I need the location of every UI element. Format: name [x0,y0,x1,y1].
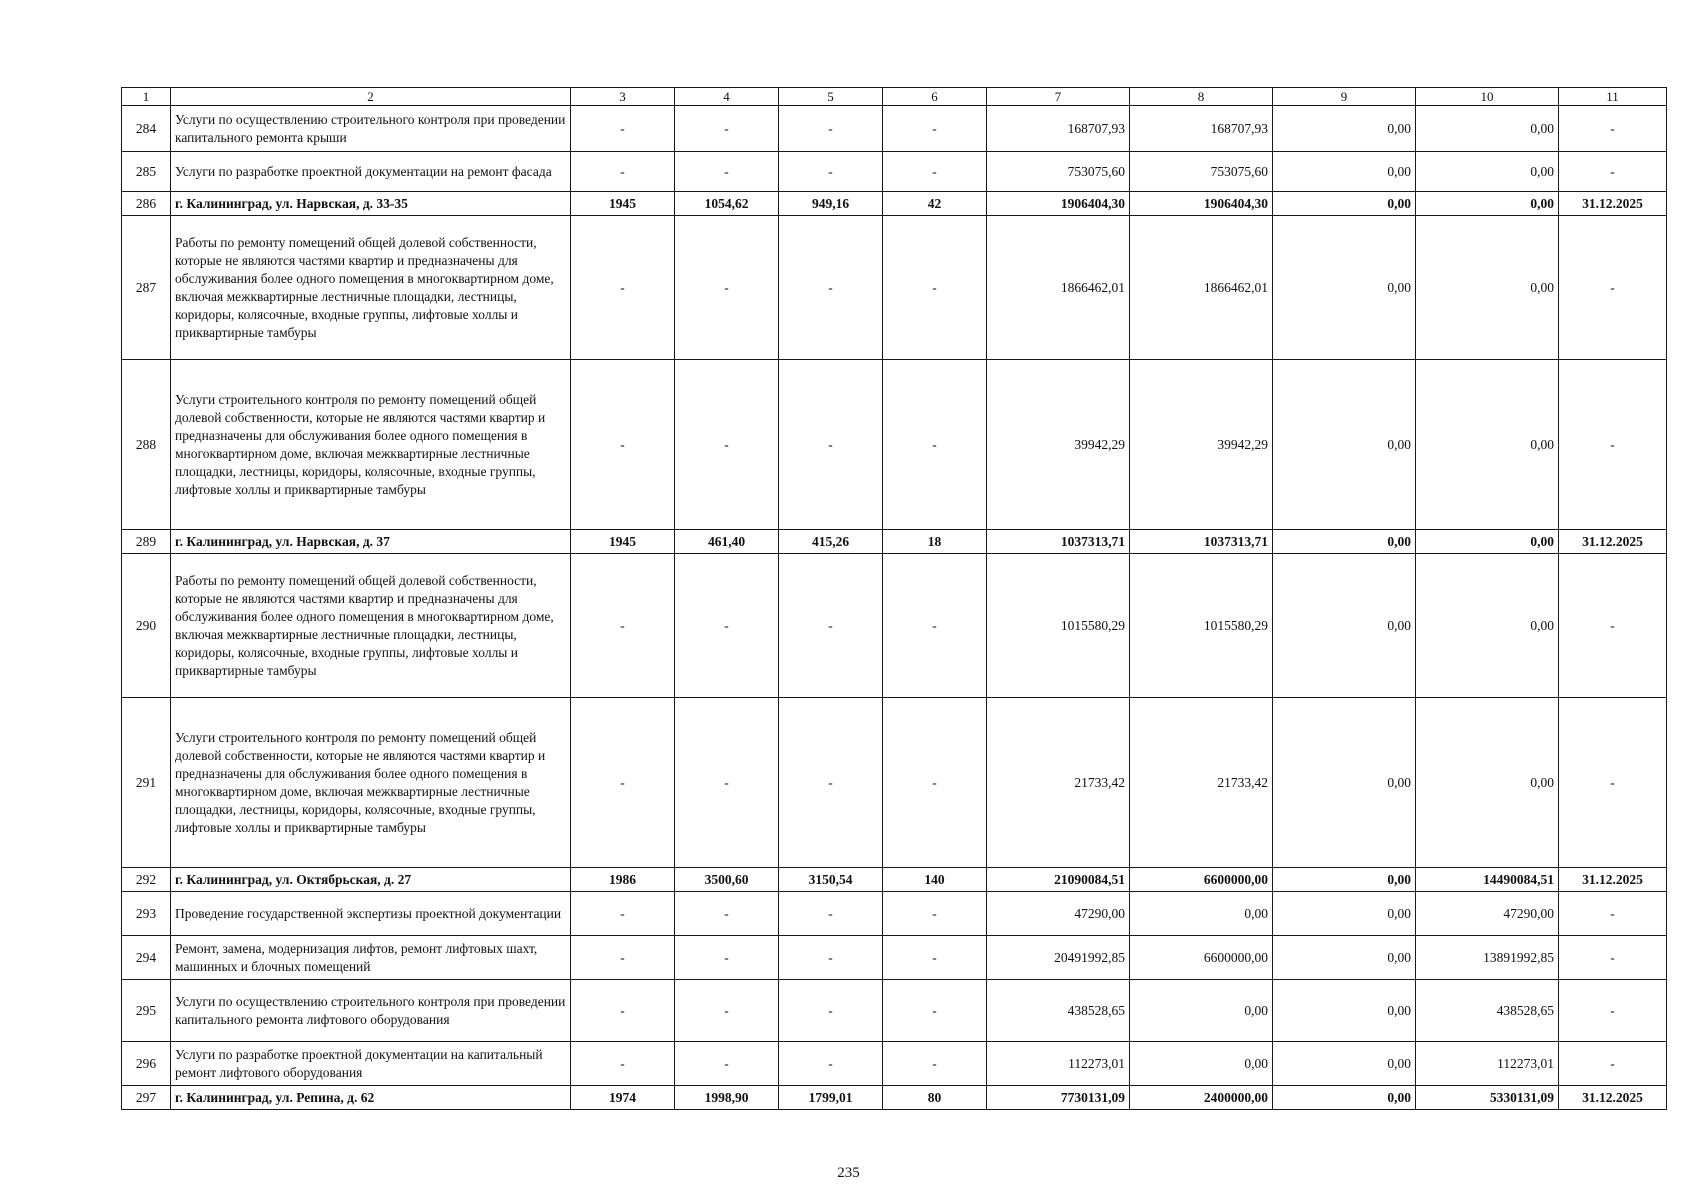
area-total-cell: - [675,936,779,980]
fund-cost-cell: 6600000,00 [1130,868,1273,892]
row-number-cell: 293 [122,892,171,936]
area-total-cell: 1054,62 [675,192,779,216]
row-number-cell: 287 [122,216,171,360]
total-cost-cell: 21733,42 [987,698,1130,868]
budget-cost-cell: 0,00 [1273,106,1416,152]
area-living-cell: - [779,698,883,868]
description-cell: г. Калининград, ул. Репина, д. 62 [171,1086,571,1110]
deadline-cell: - [1559,698,1667,868]
row-number-cell: 297 [122,1086,171,1110]
other-cost-cell: 0,00 [1416,216,1559,360]
header-cell: 11 [1559,88,1667,106]
description-cell: Услуги по осуществлению строительного контроля при проведении капитального ремонта крыши [171,106,571,152]
total-cost-cell: 1906404,30 [987,192,1130,216]
description-cell: Услуги строительного контроля по ремонту помещений общей долевой собственности, которые не являются частями квартир и предназначены для обслуживания более одного помещения в многоквартирном доме, включая межквартирные лестничные площадки, лестницы, коридоры, колясочные, входные группы, лифтовые холлы и приквартирные тамбуры [171,698,571,868]
deadline-cell: - [1559,980,1667,1042]
work-item-row [122,360,1667,530]
other-cost-cell: 0,00 [1416,554,1559,698]
address-row [122,530,1667,554]
deadline-cell: 31.12.2025 [1559,192,1667,216]
area-total-cell: - [675,892,779,936]
area-living-cell: - [779,936,883,980]
area-total-cell: 1998,90 [675,1086,779,1110]
area-total-cell: - [675,360,779,530]
budget-cost-cell: 0,00 [1273,216,1416,360]
area-living-cell: 3150,54 [779,868,883,892]
description-cell: Услуги по разработке проектной документации на капитальный ремонт лифтового оборудования [171,1042,571,1086]
year-cell: - [571,936,675,980]
header-cell: 5 [779,88,883,106]
residents-cell: 80 [883,1086,987,1110]
budget-cost-cell: 0,00 [1273,936,1416,980]
residents-cell: - [883,152,987,192]
fund-cost-cell: 39942,29 [1130,360,1273,530]
budget-cost-cell: 0,00 [1273,152,1416,192]
total-cost-cell: 39942,29 [987,360,1130,530]
area-living-cell: - [779,360,883,530]
fund-cost-cell: 1037313,71 [1130,530,1273,554]
area-living-cell: - [779,554,883,698]
area-total-cell: - [675,554,779,698]
deadline-cell: - [1559,152,1667,192]
row-number-cell: 288 [122,360,171,530]
header-cell: 7 [987,88,1130,106]
work-item-row [122,892,1667,936]
year-cell: 1945 [571,530,675,554]
description-cell: Работы по ремонту помещений общей долевой собственности, которые не являются частями квартир и предназначены для обслуживания более одного помещения в многоквартирном доме, включая межквартирные лестничные площадки, лестницы, коридоры, колясочные, входные группы, лифтовые холлы и приквартирные тамбуры [171,216,571,360]
area-total-cell: - [675,106,779,152]
area-total-cell: 3500,60 [675,868,779,892]
area-living-cell: - [779,892,883,936]
budget-cost-cell: 0,00 [1273,554,1416,698]
address-row [122,192,1667,216]
header-cell: 1 [122,88,171,106]
description-cell: Услуги по осуществлению строительного контроля при проведении капитального ремонта лифтового оборудования [171,980,571,1042]
row-number-cell: 286 [122,192,171,216]
year-cell: - [571,216,675,360]
capital-repair-register-table [121,87,1667,1110]
budget-cost-cell: 0,00 [1273,868,1416,892]
area-living-cell: 949,16 [779,192,883,216]
year-cell: - [571,554,675,698]
area-living-cell: - [779,1042,883,1086]
total-cost-cell: 1015580,29 [987,554,1130,698]
other-cost-cell: 0,00 [1416,192,1559,216]
area-total-cell: 461,40 [675,530,779,554]
fund-cost-cell: 0,00 [1130,1042,1273,1086]
address-row [122,868,1667,892]
residents-cell: - [883,980,987,1042]
work-item-row [122,554,1667,698]
page-number: 235 [837,1165,860,1181]
fund-cost-cell: 1015580,29 [1130,554,1273,698]
year-cell: 1945 [571,192,675,216]
total-cost-cell: 1037313,71 [987,530,1130,554]
year-cell: - [571,152,675,192]
residents-cell: 140 [883,868,987,892]
deadline-cell: - [1559,106,1667,152]
deadline-cell: - [1559,360,1667,530]
other-cost-cell: 13891992,85 [1416,936,1559,980]
deadline-cell: - [1559,554,1667,698]
work-item-row [122,698,1667,868]
other-cost-cell: 14490084,51 [1416,868,1559,892]
budget-cost-cell: 0,00 [1273,892,1416,936]
row-number-cell: 295 [122,980,171,1042]
row-number-cell: 292 [122,868,171,892]
header-cell: 2 [171,88,571,106]
header-cell: 8 [1130,88,1273,106]
area-total-cell: - [675,1042,779,1086]
deadline-cell: - [1559,892,1667,936]
year-cell: - [571,1042,675,1086]
budget-cost-cell: 0,00 [1273,1042,1416,1086]
area-total-cell: - [675,216,779,360]
header-cell: 10 [1416,88,1559,106]
total-cost-cell: 7730131,09 [987,1086,1130,1110]
deadline-cell: - [1559,1042,1667,1086]
year-cell: - [571,892,675,936]
total-cost-cell: 47290,00 [987,892,1130,936]
fund-cost-cell: 1866462,01 [1130,216,1273,360]
fund-cost-cell: 168707,93 [1130,106,1273,152]
other-cost-cell: 47290,00 [1416,892,1559,936]
area-living-cell: - [779,106,883,152]
total-cost-cell: 20491992,85 [987,936,1130,980]
budget-cost-cell: 0,00 [1273,530,1416,554]
row-number-cell: 285 [122,152,171,192]
address-row [122,1086,1667,1110]
other-cost-cell: 0,00 [1416,152,1559,192]
budget-cost-cell: 0,00 [1273,698,1416,868]
residents-cell: - [883,554,987,698]
budget-cost-cell: 0,00 [1273,192,1416,216]
other-cost-cell: 438528,65 [1416,980,1559,1042]
residents-cell: 18 [883,530,987,554]
fund-cost-cell: 0,00 [1130,892,1273,936]
area-living-cell: - [779,216,883,360]
work-item-row [122,980,1667,1042]
area-living-cell: 415,26 [779,530,883,554]
work-item-row [122,106,1667,152]
area-living-cell: - [779,980,883,1042]
description-cell: Проведение государственной экспертизы проектной документации [171,892,571,936]
description-cell: Услуги по разработке проектной документации на ремонт фасада [171,152,571,192]
budget-cost-cell: 0,00 [1273,1086,1416,1110]
residents-cell: - [883,936,987,980]
header-cell: 3 [571,88,675,106]
row-number-cell: 291 [122,698,171,868]
year-cell: - [571,360,675,530]
description-cell: г. Калининград, ул. Нарвская, д. 33-35 [171,192,571,216]
year-cell: - [571,106,675,152]
other-cost-cell: 0,00 [1416,530,1559,554]
year-cell: 1986 [571,868,675,892]
fund-cost-cell: 0,00 [1130,980,1273,1042]
area-living-cell: - [779,152,883,192]
residents-cell: - [883,360,987,530]
budget-cost-cell: 0,00 [1273,360,1416,530]
deadline-cell: - [1559,936,1667,980]
area-total-cell: - [675,152,779,192]
work-item-row [122,936,1667,980]
other-cost-cell: 0,00 [1416,698,1559,868]
work-item-row [122,152,1667,192]
row-number-cell: 284 [122,106,171,152]
description-cell: г. Калининград, ул. Октябрьская, д. 27 [171,868,571,892]
column-number-header-row [122,88,1667,106]
work-item-row [122,1042,1667,1086]
residents-cell: - [883,106,987,152]
header-cell: 6 [883,88,987,106]
total-cost-cell: 112273,01 [987,1042,1130,1086]
area-total-cell: - [675,698,779,868]
year-cell: 1974 [571,1086,675,1110]
other-cost-cell: 112273,01 [1416,1042,1559,1086]
fund-cost-cell: 2400000,00 [1130,1086,1273,1110]
residents-cell: - [883,892,987,936]
description-cell: г. Калининград, ул. Нарвская, д. 37 [171,530,571,554]
year-cell: - [571,698,675,868]
row-number-cell: 290 [122,554,171,698]
total-cost-cell: 21090084,51 [987,868,1130,892]
deadline-cell: 31.12.2025 [1559,530,1667,554]
total-cost-cell: 168707,93 [987,106,1130,152]
residents-cell: - [883,1042,987,1086]
row-number-cell: 296 [122,1042,171,1086]
other-cost-cell: 0,00 [1416,106,1559,152]
row-number-cell: 294 [122,936,171,980]
total-cost-cell: 1866462,01 [987,216,1130,360]
header-cell: 9 [1273,88,1416,106]
register-table-container [121,87,1666,1110]
total-cost-cell: 438528,65 [987,980,1130,1042]
residents-cell: 42 [883,192,987,216]
total-cost-cell: 753075,60 [987,152,1130,192]
fund-cost-cell: 753075,60 [1130,152,1273,192]
residents-cell: - [883,698,987,868]
other-cost-cell: 5330131,09 [1416,1086,1559,1110]
row-number-cell: 289 [122,530,171,554]
header-cell: 4 [675,88,779,106]
fund-cost-cell: 21733,42 [1130,698,1273,868]
budget-cost-cell: 0,00 [1273,980,1416,1042]
other-cost-cell: 0,00 [1416,360,1559,530]
area-living-cell: 1799,01 [779,1086,883,1110]
description-cell: Ремонт, замена, модернизация лифтов, ремонт лифтовых шахт, машинных и блочных помещений [171,936,571,980]
description-cell: Услуги строительного контроля по ремонту помещений общей долевой собственности, которые не являются частями квартир и предназначены для обслуживания более одного помещения в многоквартирном доме, включая межквартирные лестничные площадки, лестницы, коридоры, колясочные, входные группы, лифтовые холлы и приквартирные тамбуры [171,360,571,530]
fund-cost-cell: 6600000,00 [1130,936,1273,980]
residents-cell: - [883,216,987,360]
description-cell: Работы по ремонту помещений общей долевой собственности, которые не являются частями квартир и предназначены для обслуживания более одного помещения в многоквартирном доме, включая межквартирные лестничные площадки, лестницы, коридоры, колясочные, входные группы, лифтовые холлы и приквартирные тамбуры [171,554,571,698]
year-cell: - [571,980,675,1042]
deadline-cell: - [1559,216,1667,360]
work-item-row [122,216,1667,360]
deadline-cell: 31.12.2025 [1559,868,1667,892]
deadline-cell: 31.12.2025 [1559,1086,1667,1110]
table-body [122,88,1667,1110]
fund-cost-cell: 1906404,30 [1130,192,1273,216]
area-total-cell: - [675,980,779,1042]
